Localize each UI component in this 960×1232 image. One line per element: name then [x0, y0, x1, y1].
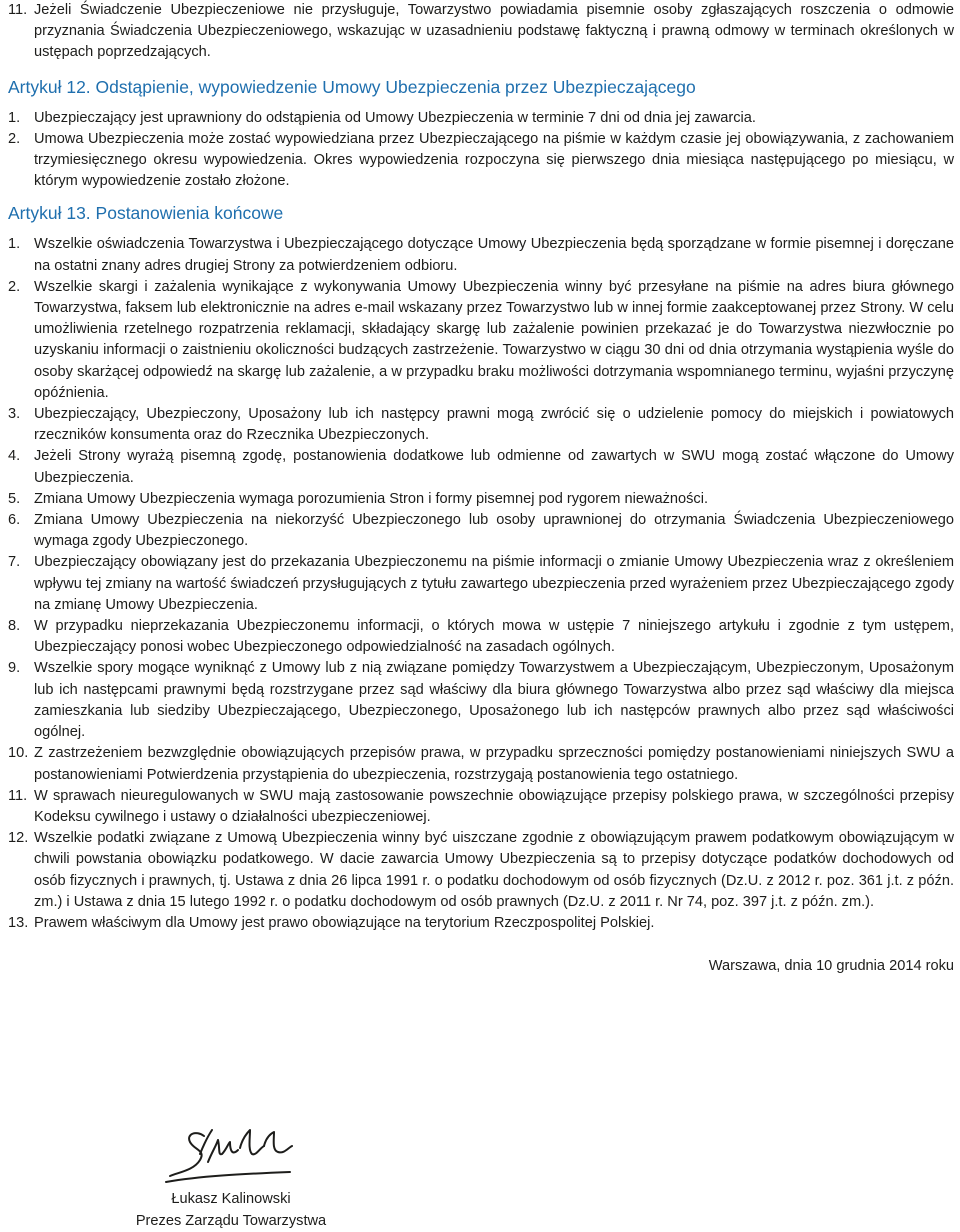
place-date: Warszawa, dnia 10 grudnia 2014 roku	[708, 958, 954, 975]
item-text: Ubezpieczający obowiązany jest do przekazania Ubezpieczonemu na piśmie informacji o zmianie Umowy Ubezpieczenia wraz z określeniem wpływu tej zmiany na wartość świadczeń przysługujących z tytułu zawartego ubezpieczenia przed wyrażeniem przez Ubezpieczającego zgody na zmianę Umowy Ubezpieczenia.	[34, 554, 954, 613]
item-text: Wszelkie skargi i zażalenia wynikające z wykonywania Umowy Ubezpieczenia winny być przesyłane na piśmie na adres biura głównego Towarzystwa, faksem lub elektronicznie na adres e-mail wskazany przez Towarzystwo lub w innej formie zaakceptowanej przez Strony. W celu umożliwienia rzetelnego rozpatrzenia reklamacji, składający skargę lub zażalenie powinien przekazać je do Towarzystwa niezwłocznie po uzyskaniu informacji o zaistnieniu okoliczności budzących zastrzeżenie. Towarzystwo w ciągu 30 dni od dnia otrzymania wystąpienia wyśle do osoby skarżącej odpowiedź na skargę lub zażalenie, a w przypadku braku możliwości dotrzymania wspomnianego terminu, wyjaśni przyczynę opóźnienia.	[34, 278, 954, 401]
signer-block	[123, 1188, 339, 1232]
signer-title: Prezes Zarządu Towarzystwa	[135, 1213, 327, 1229]
item-text: W sprawach nieuregulowanych w SWU mają zastosowanie powszechnie obowiązujące przepisy polskiego prawa, w szczególności przepisy Kodeksu cywilnego i ustawy o działalności ubezpieczeniowej.	[34, 787, 954, 825]
item-number: 2.	[8, 130, 21, 147]
item-number: 8.	[8, 618, 21, 635]
item-number: 12.	[8, 830, 29, 847]
item-number: 13.	[8, 914, 29, 931]
article-13-item	[8, 277, 954, 404]
item-text: Ubezpieczający jest uprawniony do odstąpienia od Umowy Ubezpieczenia w terminie 7 dni od dnia jej zawarcia.	[34, 109, 756, 126]
item-number: 1.	[8, 109, 21, 126]
item-text: Wszelkie podatki związane z Umową Ubezpieczenia winny być uiszczane zgodnie z obowiązującym prawem podatkowym obowiązującym w chwili powstania obowiązku podatkowego. W dacie zawarcia Umowy Ubezpieczenia są to przepisy dotyczące podatków dochodowych od osób fizycznych i prawnych, tj. Ustawa z dnia 26 lipca 1991 r. o podatku dochodowym od osób fizycznych (Dz.U. z 2012 r. poz. 361 j.t. z późn. zm.) i Ustawa z dnia 15 lutego 1992 r. o podatku dochodowym od osób prawnych (Dz.U. z 2011 r. Nr 74, poz. 397 j.t. z późn. zm.).	[34, 830, 954, 910]
article-13-item	[8, 786, 954, 828]
article-12-heading: Artykuł 12. Odstąpienie, wypowiedzenie Umowy Ubezpieczenia przez Ubezpieczającego	[8, 76, 696, 97]
item-text: Umowa Ubezpieczenia może zostać wypowiedziana przez Ubezpieczającego na piśmie w każdym czasie jej obowiązywania, z zachowaniem trzymiesięcznego okresu wypowiedzenia. Okres wypowiedzenia rozpoczyna się pierwszego dnia miesiąca następującego po miesiącu, w którym wypowiedzenie zostało złożone.	[34, 130, 954, 190]
article-13-item	[8, 616, 954, 658]
item-number: 10.	[8, 745, 29, 762]
article-13-item	[8, 658, 954, 743]
item-number: 9.	[8, 660, 21, 677]
article-13-item	[8, 446, 954, 488]
item-number: 5.	[8, 490, 21, 507]
item-text: Zmiana Umowy Ubezpieczenia na niekorzyść Ubezpieczonego lub osoby uprawnionej do otrzymania Świadczenia Ubezpieczeniowego wymaga zgody Ubezpieczonego.	[34, 512, 954, 550]
item-number: 2.	[8, 278, 21, 295]
article-13-item	[8, 913, 954, 934]
item-number: 3.	[8, 406, 21, 423]
article-12-item	[8, 108, 954, 129]
item-number: 1.	[8, 236, 21, 253]
article-13-item	[8, 552, 954, 616]
article-13-item	[8, 510, 954, 552]
paragraph-text: Jeżeli Świadczenie Ubezpieczeniowe nie przysługuje, Towarzystwo powiadamia pisemnie osoby zgłaszających roszczenia o odmowie przyznania Świadczenia Ubezpieczeniowego, wskazując w uzasadnieniu podstawę faktyczną i prawną odmowy w terminach określonych w ustępach poprzedzających.	[34, 2, 954, 61]
item-text: Wszelkie oświadczenia Towarzystwa i Ubezpieczającego dotyczące Umowy Ubezpieczenia będą sporządzane w formie pisemnej i doręczane na ostatni znany adres drugiej Strony za potwierdzeniem odbioru.	[34, 236, 954, 274]
item-text: Prawem właściwym dla Umowy jest prawo obowiązujące na terytorium Rzeczpospolitej Polskiej.	[34, 914, 655, 931]
article-13-item	[8, 234, 954, 276]
item-number: 11.	[8, 787, 28, 804]
article-12-item	[8, 129, 954, 193]
signer-name: Łukasz Kalinowski	[171, 1191, 291, 1207]
handwritten-signature	[160, 1124, 300, 1190]
item-text: Jeżeli Strony wyrażą pisemną zgodę, postanowienia dodatkowe lub odmienne od zawartych w SWU mogą zostać włączone do Umowy Ubezpieczenia.	[34, 448, 954, 486]
item-text: Zmiana Umowy Ubezpieczenia wymaga porozumienia Stron i formy pisemnej pod rygorem nieważności.	[34, 490, 709, 507]
article-13-item	[8, 489, 954, 510]
article-13-item	[8, 828, 954, 913]
article-13-item	[8, 404, 954, 446]
article-13-item	[8, 743, 954, 785]
item-text: Wszelkie spory mogące wyniknąć z Umowy lub z nią związane pomiędzy Towarzystwem a Ubezpieczającym, Ubezpieczonym, Uposażonym lub ich następcami prawnymi będą rozstrzygane przez sąd właściwy dla biura głównego Towarzystwa albo przez sąd właściwy dla miejsca zamieszkania lub siedziby Ubezpieczającego, Ubezpieczonego, Uposażonego lub ich następców prawnych albo przez sąd właściwości ogólnej.	[34, 660, 954, 741]
item-number: 6.	[8, 512, 21, 529]
paragraph-number: 11.	[8, 2, 28, 18]
document-body	[8, 0, 954, 977]
item-text: W przypadku nieprzekazania Ubezpieczonemu informacji, o których mowa w ustępie 7 niniejszego artykułu i zgodnie z tym ustępem, Ubezpieczający ponosi wobec Ubezpieczonego odpowiedzialność na zasadach ogólnych.	[34, 618, 954, 656]
article-13-heading: Artykuł 13. Postanowienia końcowe	[8, 203, 284, 224]
paragraph-11-preamble	[8, 0, 954, 64]
item-text: Z zastrzeżeniem bezwzględnie obowiązujących przepisów prawa, w przypadku sprzeczności pomiędzy postanowieniami niniejszych SWU a postanowieniami Potwierdzenia przystąpienia do ubezpieczenia, rozstrzygają postanowienia tego ostatniego.	[34, 745, 954, 783]
item-number: 4.	[8, 448, 21, 465]
item-text: Ubezpieczający, Ubezpieczony, Uposażony lub ich następcy prawni mogą zwrócić się o udzielenie pomocy do miejskich i powiatowych rzeczników konsumenta oraz do Rzecznika Ubezpieczonych.	[34, 406, 954, 444]
item-number: 7.	[8, 554, 21, 571]
